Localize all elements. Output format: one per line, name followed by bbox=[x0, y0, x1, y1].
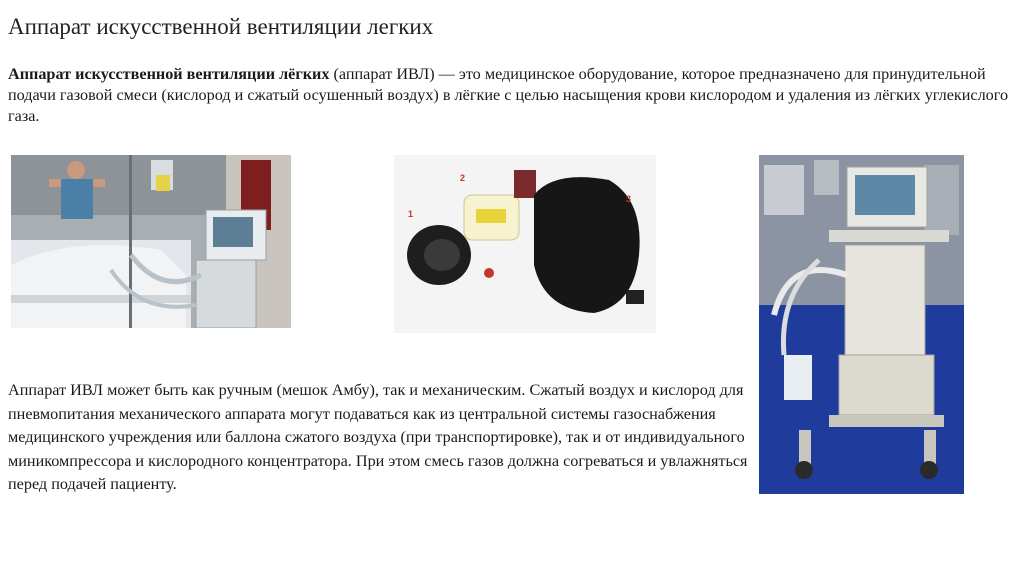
intro-term: Аппарат искусственной вентиляции лёгких bbox=[8, 65, 330, 83]
label-1: 1 bbox=[408, 209, 414, 219]
label-3: 3 bbox=[626, 194, 632, 204]
intro-paragraph bbox=[8, 64, 1013, 127]
intro-text: (аппарат ИВЛ) — это медицинское оборудование, которое предназначено для принудительной подачи газовой смеси (кислород и сжатый осушенный воздух) в лёгкие с целью насыщения крови кислородом и удаления из лёгких углекислого газа. bbox=[8, 65, 1009, 125]
mechanical-ventilator-photo bbox=[759, 155, 964, 494]
hospital-ventilator-photo bbox=[11, 155, 291, 328]
slide-title: Аппарат искусственной вентиляции легких bbox=[8, 14, 434, 39]
label-2: 2 bbox=[460, 173, 466, 183]
body-paragraph: Аппарат ИВЛ может быть как ручным (мешок Амбу), так и механическим. Сжатый воздух и кислород для пневмопитания механического аппарата могут подаваться как из центральной системы газоснабжения медицинского учреждения или баллона сжатого воздуха (при транспортировке), так и от индивидуального миникомпрессора и кислородного концентратора. При этом смесь газов должна согреваться и увлажняться перед подачей пациенту. bbox=[8, 381, 748, 493]
ambu-bag-photo bbox=[394, 155, 656, 333]
